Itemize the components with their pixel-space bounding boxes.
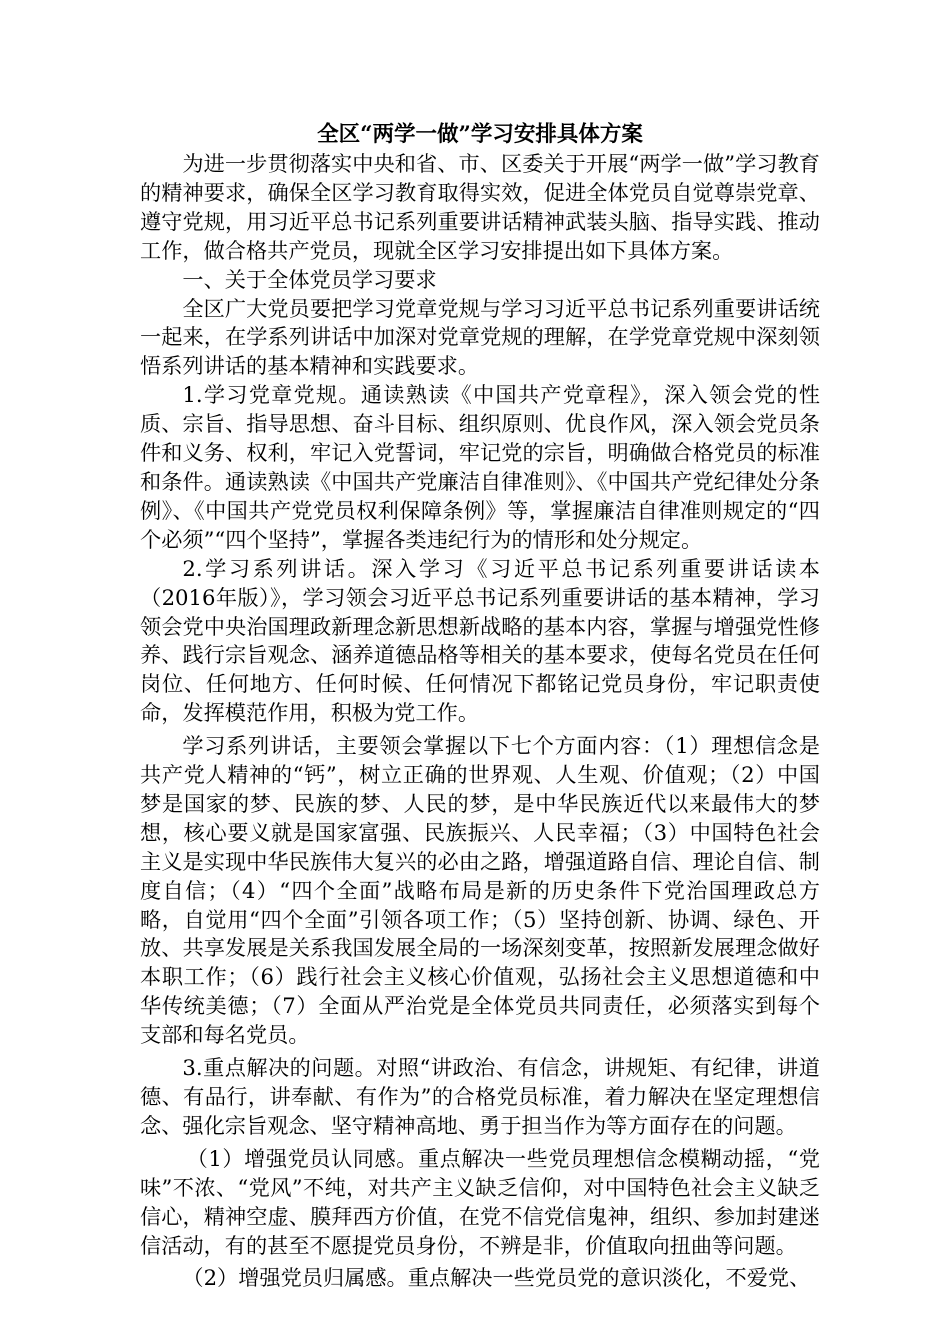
paragraph-subitem-2: （2）增强党员归属感。重点解决一些党员党的意识淡化，不爱党、 bbox=[182, 1265, 811, 1291]
paragraph-intro: 为进一步贯彻落实中央和省、市、区委关于开展“两学一做”学习教育的精神要求，确保全区学习教育取得实效，促进全体党员自觉尊崇党章、遵守党规，用习近平总书记系列重要讲话精神武装头脑、指导实践、推动工作，做合格共产党员，现就全区学习安排提出如下具体方案。 bbox=[140, 151, 820, 263]
document-title: 全区“两学一做”学习安排具体方案 bbox=[317, 122, 643, 147]
section-heading-1: 一、关于全体党员学习要求 bbox=[182, 266, 437, 292]
paragraph-item-1: 1.学习党章党规。通读熟读《中国共产党章程》，深入领会党的性质、宗旨、指导思想、奋斗目标、组织原则、优良作风，深入领会党员条件和义务、权利，牢记入党誓词，牢记党的宗旨，明确做合格党员的标准和条件。通读熟读《中国共产党廉洁自律准则》、《中国共产党纪律处分条例》、《中国共产党党员权利保障条例》等，掌握廉洁自律准则规定的“四个必须”“四个坚持”，掌握各类违纪行为的情形和处分规定。 bbox=[140, 382, 820, 552]
paragraph-item-2: 2.学习系列讲话。深入学习《习近平总书记系列重要讲话读本（2016年版）》，学习领会习近平总书记系列重要讲话的基本精神，学习领会党中央治国理政新理念新思想新战略的基本内容，掌握与增强党性修养、践行宗旨观念、涵养道德品格等相关的基本要求，使每名党员在任何岗位、任何地方、任何时候、任何情况下都铭记党员身份，牢记职责使命，发挥模范作用，积极为党工作。 bbox=[140, 555, 820, 726]
document-page bbox=[140, 120, 820, 1293]
paragraph-seven-aspects: 学习系列讲话，主要领会掌握以下七个方面内容：（1）理想信念是共产党人精神的“钙”，树立正确的世界观、人生观、价值观；（2）中国梦是国家的梦、民族的梦、人民的梦，是中华民族近代以来最伟大的梦想，核心要义就是国家富强、民族振兴、人民幸福；（3）中国特色社会主义是实现中华民族伟大复兴的必由之路，增强道路自信、理论自信、制度自信；（4）“四个全面”战略布局是新的历史条件下党治国理政总方略，自觉用“四个全面”引领各项工作；（5）坚持创新、协调、绿色、开放、共享发展是关系我国发展全局的一场深刻变革，按照新发展理念做好本职工作；（6）践行社会主义核心价值观，弘扬社会主义思想道德和中华传统美德；（7）全面从严治党是全体党员共同责任，必须落实到每个支部和每名党员。 bbox=[140, 733, 820, 1048]
paragraph-subitem-1: （1）增强党员认同感。重点解决一些党员理想信念模糊动摇，“党味”不浓、“党风”不纯，对共产主义缺乏信仰，对中国特色社会主义缺乏信心，精神空虚、膜拜西方价值，在党不信党信鬼神，组织、参加封建迷信活动，有的甚至不愿提党员身份，不辨是非，价值取向扭曲等问题。 bbox=[140, 1145, 820, 1258]
paragraph-item-3: 3.重点解决的问题。对照“讲政治、有信念，讲规矩、有纪律，讲道德、有品行，讲奉献、有作为”的合格党员标准，着力解决在坚定理想信念、强化宗旨观念、坚守精神高地、勇于担当作为等方面存在的问题。 bbox=[140, 1055, 820, 1138]
paragraph-section-1-intro: 全区广大党员要把学习党章党规与学习习近平总书记系列重要讲话统一起来，在学系列讲话中加深对党章党规的理解，在学党章党规中深刻领悟系列讲话的基本精神和实践要求。 bbox=[140, 295, 820, 379]
